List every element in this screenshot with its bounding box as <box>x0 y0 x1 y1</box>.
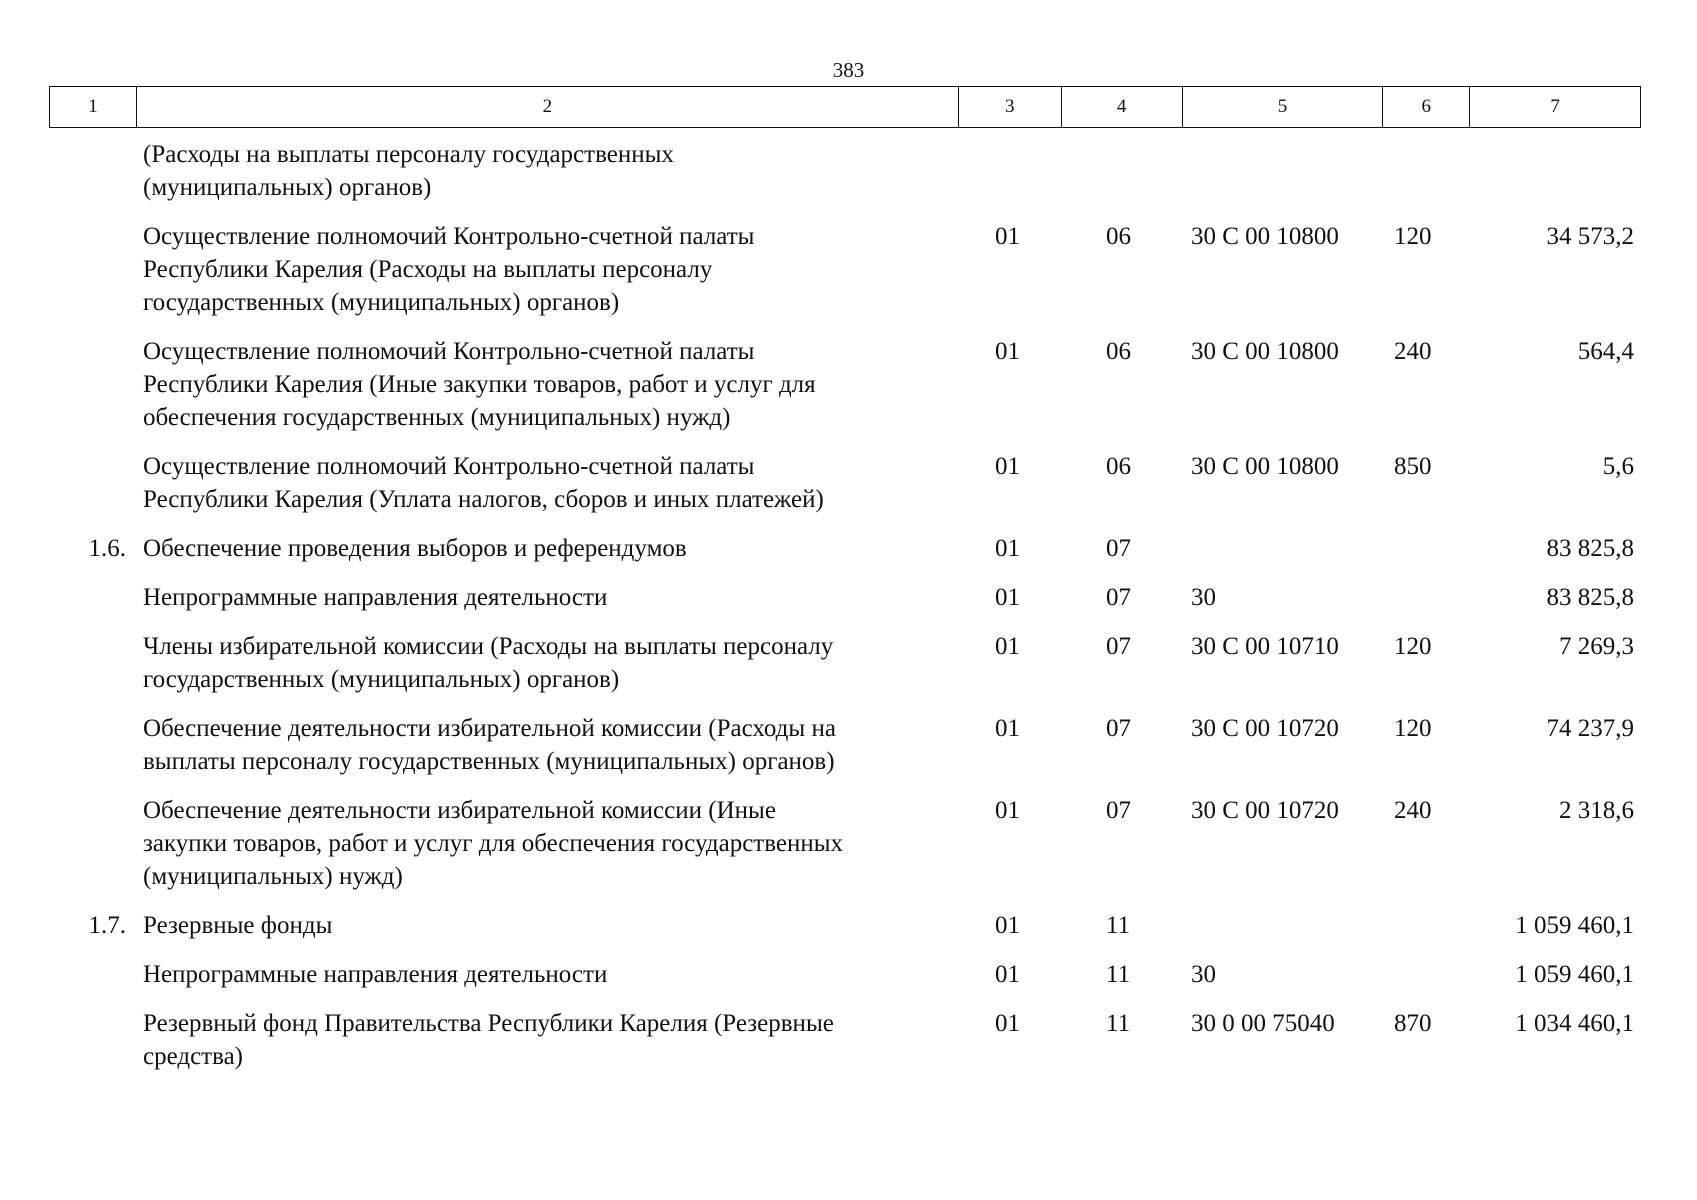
row-subsection: 11 <box>1106 961 1131 988</box>
row-section: 01 <box>995 535 1020 562</box>
row-name: Обеспечение проведения выборов и референдумов <box>143 535 687 562</box>
row-amount: 34 573,2 <box>1546 223 1634 250</box>
row-subsection: 11 <box>1106 1010 1131 1037</box>
row-name: Осуществление полномочий Контрольно-счетной палаты Республики Карелия (Иные закупки товаров, работ и услуг для обеспечения государственных (муниципальных) нужд) <box>143 338 816 431</box>
row-subsection <box>1062 138 1183 204</box>
header-col-3: 3 <box>959 87 1062 127</box>
row-expense-type: 240 <box>1394 797 1432 824</box>
row-amount: 74 237,9 <box>1546 715 1634 742</box>
row-subsection: 07 <box>1106 584 1131 611</box>
row-target-article: 30 <box>1191 584 1216 611</box>
row-amount: 83 825,8 <box>1546 535 1634 562</box>
row-name: (Расходы на выплаты персоналу государственных (муниципальных) органов) <box>143 141 674 201</box>
row-expense-type: 850 <box>1394 453 1432 480</box>
table-row <box>49 958 1641 991</box>
row-subsection: 11 <box>1106 912 1131 939</box>
row-subsection: 07 <box>1106 715 1131 742</box>
row-name: Непрограммные направления деятельности <box>143 584 608 611</box>
table-row <box>49 138 1641 204</box>
row-name: Осуществление полномочий Контрольно-счетной палаты Республики Карелия (Уплата налогов, сборов и иных платежей) <box>143 453 824 513</box>
row-subsection: 06 <box>1106 223 1131 250</box>
row-section: 01 <box>995 1010 1020 1037</box>
row-name: Обеспечение деятельности избирательной комиссии (Расходы на выплаты персоналу государственных (муниципальных) органов) <box>143 715 836 775</box>
row-section: 01 <box>995 453 1020 480</box>
row-section: 01 <box>995 338 1020 365</box>
row-number <box>49 1007 136 1073</box>
header-col-2: 2 <box>137 87 959 127</box>
row-section: 01 <box>995 633 1020 660</box>
table-row <box>49 712 1641 778</box>
row-number: 1.6. <box>88 535 126 562</box>
row-amount: 1 034 460,1 <box>1515 1010 1634 1037</box>
row-target-article <box>1183 138 1384 204</box>
row-name: Резервные фонды <box>143 912 333 939</box>
row-number <box>49 450 136 516</box>
row-amount <box>1471 138 1641 204</box>
row-target-article <box>1183 532 1384 565</box>
row-section: 01 <box>995 715 1020 742</box>
row-section: 01 <box>995 797 1020 824</box>
row-amount: 7 269,3 <box>1559 633 1634 660</box>
row-subsection: 07 <box>1106 633 1131 660</box>
row-subsection: 07 <box>1106 797 1131 824</box>
row-expense-type <box>1384 532 1471 565</box>
row-number <box>49 335 136 434</box>
row-number: 1.7. <box>88 912 126 939</box>
row-subsection: 07 <box>1106 535 1131 562</box>
table-row <box>49 909 1641 942</box>
row-section <box>959 138 1062 204</box>
row-name: Непрограммные направления деятельности <box>143 961 608 988</box>
row-target-article: 30 С 00 10800 <box>1191 223 1339 250</box>
row-name: Члены избирательной комиссии (Расходы на выплаты персоналу государственных (муниципальных) органов) <box>143 633 834 693</box>
row-expense-type: 120 <box>1394 633 1432 660</box>
row-name: Осуществление полномочий Контрольно-счетной палаты Республики Карелия (Расходы на выплаты персоналу государственных (муниципальных) органов) <box>143 223 755 316</box>
table-row <box>49 220 1641 319</box>
row-expense-type: 120 <box>1394 223 1432 250</box>
row-expense-type <box>1384 138 1471 204</box>
row-subsection: 06 <box>1106 453 1131 480</box>
table-row <box>49 581 1641 614</box>
row-number <box>49 794 136 893</box>
row-section: 01 <box>995 961 1020 988</box>
row-section: 01 <box>995 912 1020 939</box>
header-col-5: 5 <box>1183 87 1384 127</box>
page-number: 383 <box>832 58 865 82</box>
table-body <box>49 138 1641 1089</box>
row-expense-type: 120 <box>1394 715 1432 742</box>
table-row <box>49 335 1641 434</box>
row-expense-type: 870 <box>1394 1010 1432 1037</box>
header-col-6: 6 <box>1383 87 1470 127</box>
row-number <box>49 712 136 778</box>
row-target-article: 30 С 00 10720 <box>1191 715 1339 742</box>
row-number <box>49 220 136 319</box>
table-header <box>49 86 1641 128</box>
row-target-article: 30 С 00 10800 <box>1191 338 1339 365</box>
row-name: Обеспечение деятельности избирательной комиссии (Иные закупки товаров, работ и услуг для обеспечения государственных (муниципальных) нужд) <box>143 797 844 890</box>
row-amount: 564,4 <box>1577 338 1634 365</box>
row-target-article: 30 С 00 10720 <box>1191 797 1339 824</box>
row-amount: 83 825,8 <box>1546 584 1634 611</box>
row-section: 01 <box>995 584 1020 611</box>
row-amount: 5,6 <box>1602 453 1634 480</box>
row-amount: 1 059 460,1 <box>1515 912 1634 939</box>
row-number <box>49 958 136 991</box>
row-target-article: 30 С 00 10710 <box>1191 633 1339 660</box>
table-row <box>49 450 1641 516</box>
row-expense-type: 240 <box>1394 338 1432 365</box>
row-target-article: 30 0 00 75040 <box>1191 1010 1335 1037</box>
row-amount: 2 318,6 <box>1559 797 1634 824</box>
row-number <box>49 630 136 696</box>
row-expense-type <box>1384 909 1471 942</box>
table-row <box>49 1007 1641 1073</box>
table-row <box>49 532 1641 565</box>
row-target-article: 30 С 00 10800 <box>1191 453 1339 480</box>
row-target-article: 30 <box>1191 961 1216 988</box>
header-col-4: 4 <box>1062 87 1183 127</box>
row-section: 01 <box>995 223 1020 250</box>
header-col-1: 1 <box>50 87 137 127</box>
row-target-article <box>1183 909 1384 942</box>
row-name: Резервный фонд Правительства Республики Карелия (Резервные средства) <box>143 1010 834 1070</box>
row-number <box>49 581 136 614</box>
header-col-7: 7 <box>1550 96 1560 117</box>
row-subsection: 06 <box>1106 338 1131 365</box>
table-row <box>49 794 1641 893</box>
row-expense-type <box>1384 581 1471 614</box>
row-expense-type <box>1384 958 1471 991</box>
row-amount: 1 059 460,1 <box>1515 961 1634 988</box>
row-number <box>49 138 136 204</box>
table-row <box>49 630 1641 696</box>
